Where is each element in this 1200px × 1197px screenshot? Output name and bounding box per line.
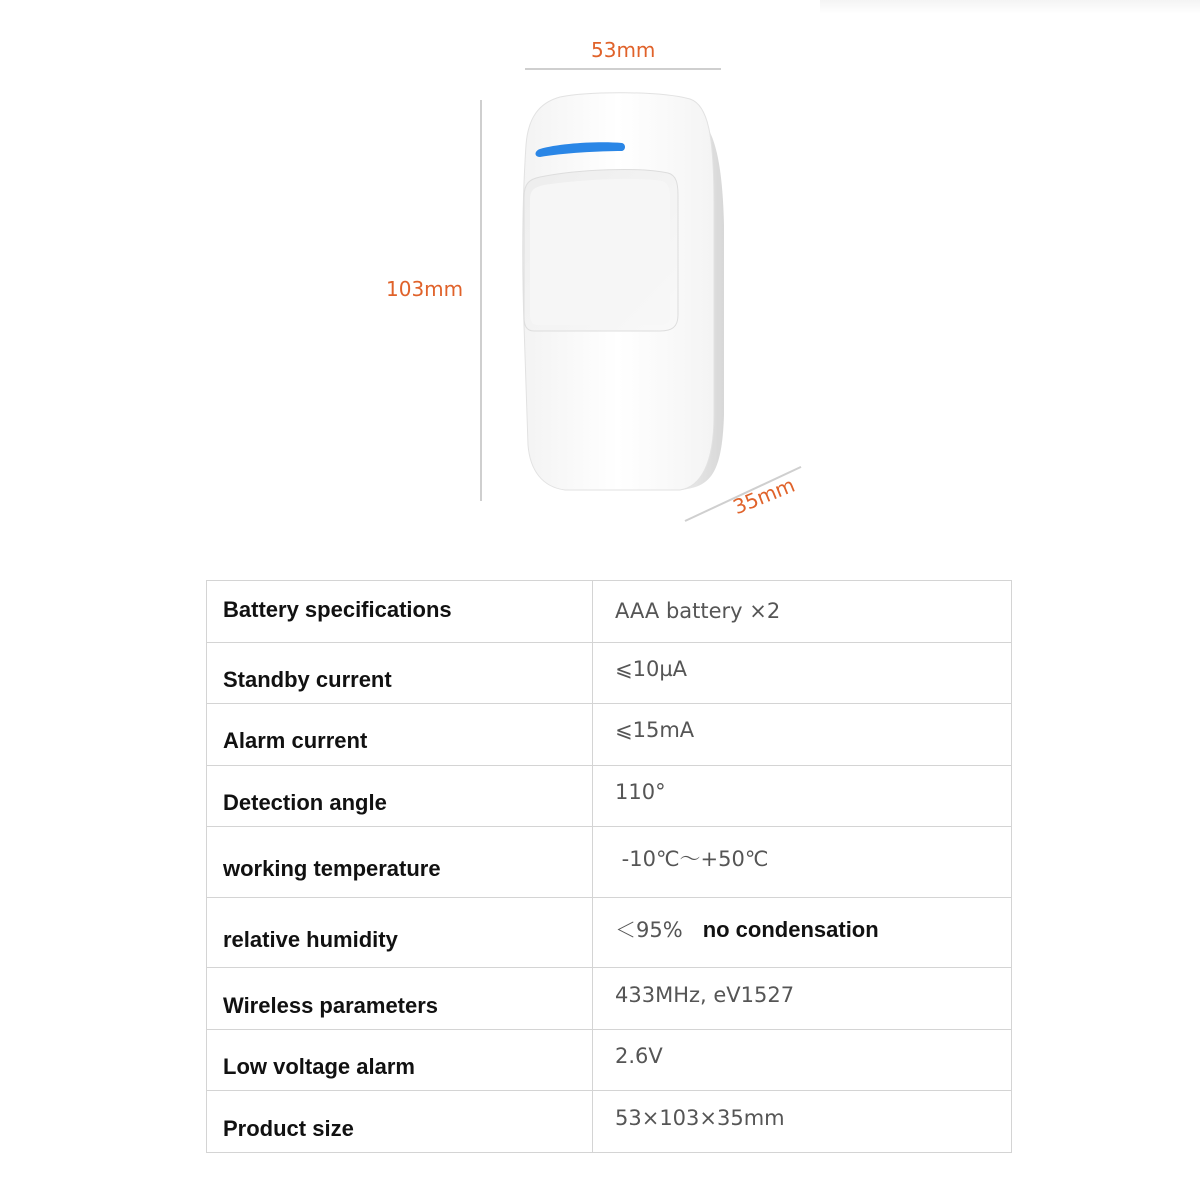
spec-value (593, 642, 1012, 704)
spec-value (593, 827, 1012, 898)
table-row (207, 581, 1012, 643)
spec-value (593, 1091, 1012, 1153)
height-dimension-line (480, 100, 482, 501)
spec-label (207, 765, 593, 827)
spec-label (207, 581, 593, 643)
spec-value (593, 1029, 1012, 1091)
spec-label (207, 642, 593, 704)
spec-value-text: 433MHz, eV1527 (615, 982, 795, 1007)
spec-value-text: 53×103×35mm (615, 1105, 785, 1130)
spec-value-text: 2.6V (615, 1044, 663, 1069)
spec-label (207, 827, 593, 898)
motion-sensor-image (500, 85, 760, 505)
spec-label (207, 968, 593, 1030)
depth-dimension-label: 35mm (729, 472, 799, 520)
spec-note-text: no condensation (702, 916, 879, 942)
top-edge-shadow (820, 0, 1200, 14)
table-row (207, 827, 1012, 898)
height-dimension-label: 103mm (386, 277, 464, 301)
spec-label-text: Product size (223, 1115, 354, 1141)
table-row (207, 1091, 1012, 1153)
spec-label-text: Detection angle (223, 789, 387, 815)
spec-label-text: Battery specifications (223, 597, 452, 623)
table-row (207, 642, 1012, 704)
table-row (207, 765, 1012, 827)
width-dimension-label: 53mm (591, 38, 656, 62)
table-row (207, 968, 1012, 1030)
spec-label (207, 1029, 593, 1091)
spec-value (593, 897, 1012, 968)
spec-label-text: working temperature (223, 855, 441, 881)
table-row (207, 897, 1012, 968)
specifications-table (206, 580, 1012, 1153)
width-dimension-line (525, 68, 721, 70)
spec-value (593, 968, 1012, 1030)
table-row (207, 704, 1012, 766)
spec-value (593, 704, 1012, 766)
spec-label (207, 897, 593, 968)
spec-label (207, 1091, 593, 1153)
table-row (207, 1029, 1012, 1091)
spec-value (593, 765, 1012, 827)
spec-label-text: Low voltage alarm (223, 1054, 415, 1080)
spec-value-text: AAA battery ×2 (615, 599, 781, 624)
spec-value (593, 581, 1012, 643)
spec-label (207, 704, 593, 766)
spec-value-text: ⩽10µA (615, 656, 688, 681)
spec-value-text: ＜95% (615, 917, 683, 942)
spec-value-text: ⩽15mA (615, 718, 695, 743)
spec-label-text: relative humidity (223, 926, 398, 952)
spec-value-text: 110° (615, 779, 666, 804)
spec-label-text: Wireless parameters (223, 992, 439, 1018)
spec-label-text: Standby current (223, 666, 392, 692)
spec-label-text: Alarm current (223, 728, 368, 754)
spec-value-text: -10℃～+50℃ (615, 846, 769, 871)
